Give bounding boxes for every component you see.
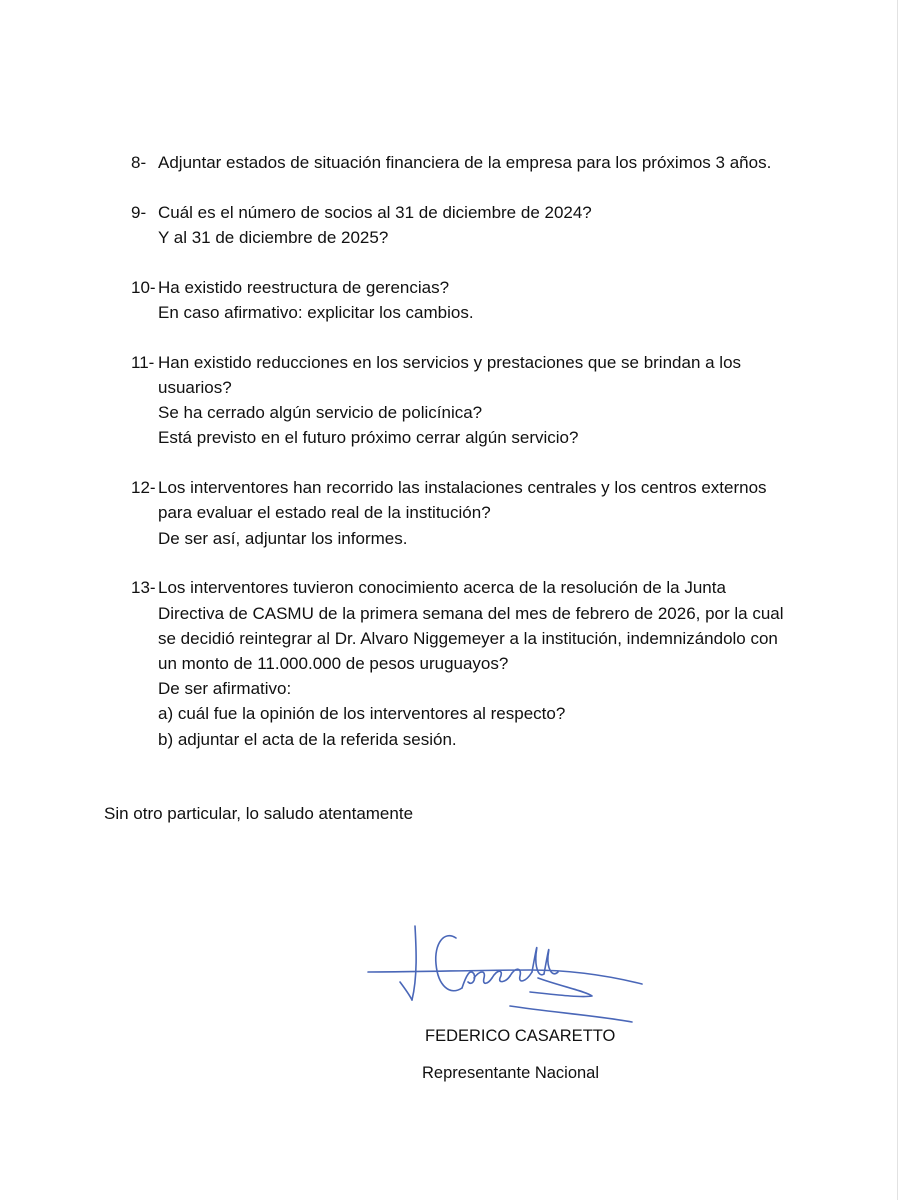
- question-item-10: [131, 275, 811, 325]
- question-item-8: [131, 150, 811, 175]
- signer-name: FEDERICO CASARETTO: [425, 1027, 616, 1045]
- question-number: 8-: [131, 153, 147, 172]
- question-line: usuarios?: [158, 378, 232, 397]
- question-item-9: [131, 200, 811, 250]
- question-item-11: [131, 350, 811, 451]
- question-line: un monto de 11.000.000 de pesos uruguayos?: [158, 654, 509, 674]
- closing-salutation: Sin otro particular, lo saludo atentamente: [104, 804, 414, 823]
- question-line: Adjuntar estados de situación financiera de la empresa para los próximos 3 años.: [158, 153, 772, 172]
- question-item-12: [131, 475, 811, 551]
- question-line: Cuál es el número de socios al 31 de diciembre de 2024?: [158, 202, 592, 222]
- question-line: para evaluar el estado real de la institución?: [158, 503, 491, 523]
- question-number: 10-: [131, 277, 156, 297]
- question-line: Ha existido reestructura de gerencias?: [158, 277, 450, 297]
- question-number: 13-: [131, 578, 156, 598]
- question-line: Está previsto en el futuro próximo cerrar algún servicio?: [158, 428, 579, 448]
- question-item-13: [131, 575, 811, 751]
- question-number: 12-: [131, 478, 156, 498]
- signer-role: Representante Nacional: [422, 1064, 600, 1082]
- page-edge: [897, 0, 898, 1200]
- question-line: Se ha cerrado algún servicio de policínica?: [158, 403, 483, 423]
- question-line: De ser afirmativo:: [158, 679, 292, 699]
- question-line: se decidió reintegrar al Dr. Alvaro Niggemeyer a la institución, indemnizándolo con: [158, 628, 778, 648]
- question-line: a) cuál fue la opinión de los interventores al respecto?: [158, 704, 566, 724]
- question-line: De ser así, adjuntar los informes.: [158, 528, 408, 548]
- question-list: [131, 150, 811, 776]
- question-line: Y al 31 de diciembre de 2025?: [158, 228, 389, 247]
- question-line: Han existido reducciones en los servicios y prestaciones que se brindan a los: [158, 352, 742, 372]
- question-line: Directiva de CASMU de la primera semana del mes de febrero de 2026, por la cual: [158, 603, 784, 623]
- question-number: 9-: [131, 202, 147, 222]
- question-number: 11-: [131, 352, 155, 372]
- question-line: b) adjuntar el acta de la referida sesión.: [158, 729, 457, 749]
- question-line: Los interventores han recorrido las instalaciones centrales y los centros externos: [158, 478, 767, 498]
- question-line: Los interventores tuvieron conocimiento acerca de la resolución de la Junta: [158, 578, 726, 598]
- handwritten-signature: [360, 920, 650, 1030]
- question-line: En caso afirmativo: explicitar los cambios.: [158, 303, 474, 322]
